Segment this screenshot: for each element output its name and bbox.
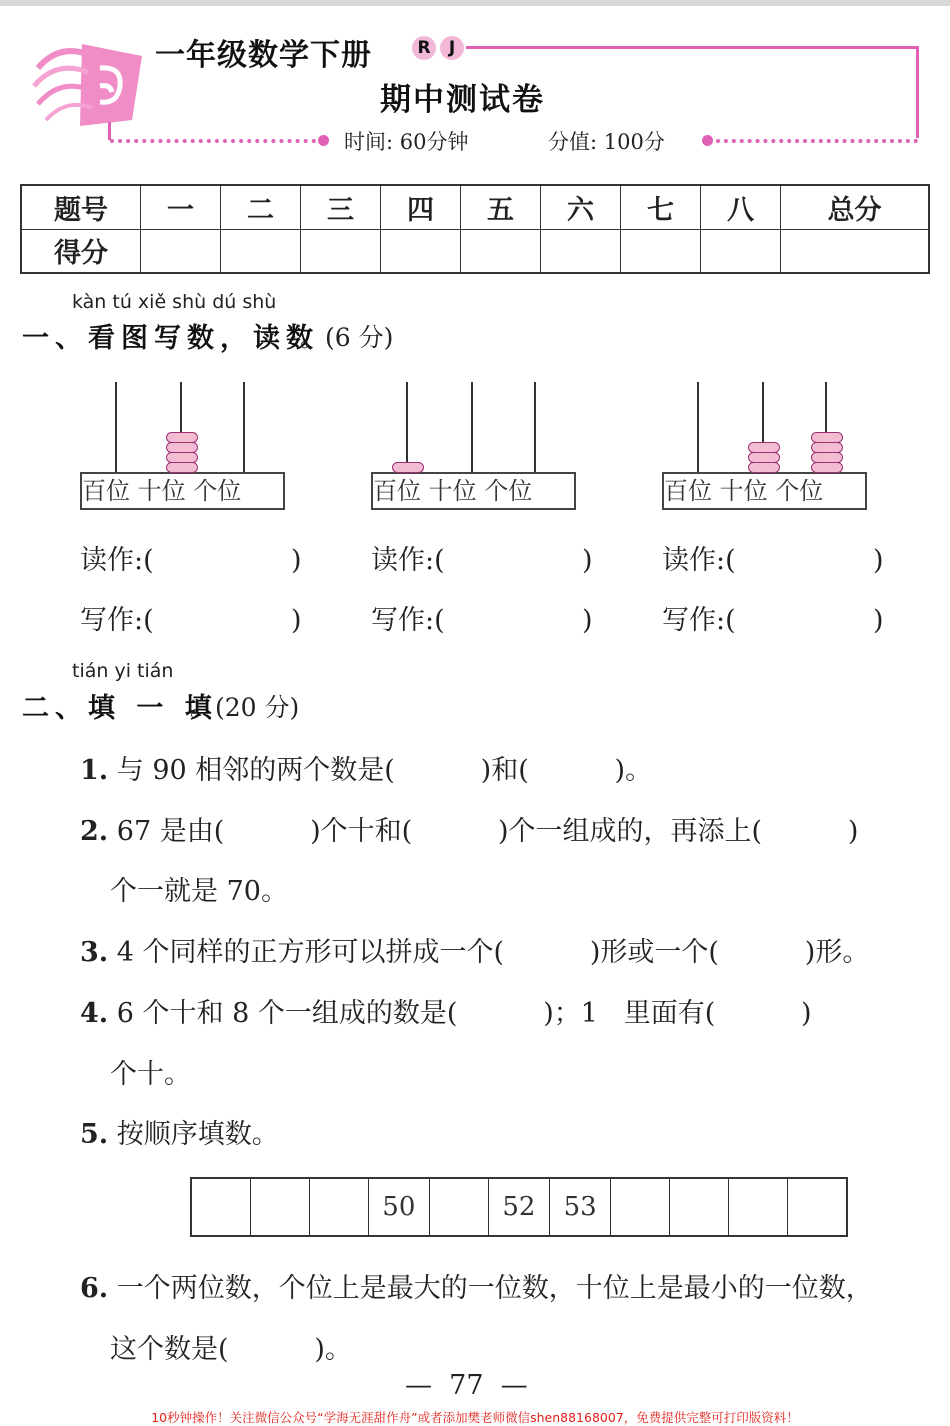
dot-marker-left bbox=[318, 135, 329, 146]
abacus-bead-tens bbox=[748, 462, 780, 473]
question-6-cont[interactable]: 这个数是( )。 bbox=[110, 1334, 352, 1365]
abacus-rod-ones bbox=[534, 382, 536, 473]
question-2: 2. 67 是由( )个十和( )个一组成的，再添上( ) bbox=[80, 816, 859, 847]
question-2-cont: 个一就是 70。 bbox=[110, 876, 288, 907]
score-header-cell: 三 bbox=[301, 185, 381, 229]
score-header-cell: 题号 bbox=[21, 185, 141, 229]
sequence-cell[interactable] bbox=[670, 1178, 729, 1236]
book-title: 一年级数学下册 bbox=[155, 38, 372, 73]
question-4-cont: 个十。 bbox=[110, 1059, 191, 1090]
abacus-place-labels: 百位 十位 个位 bbox=[662, 472, 867, 510]
abacus-rod-hundreds bbox=[115, 382, 117, 473]
abacus-bead-ones bbox=[811, 452, 843, 463]
sequence-cell[interactable] bbox=[729, 1178, 788, 1236]
write-as-3[interactable]: 写作:( ) bbox=[662, 605, 884, 636]
score-cell[interactable] bbox=[781, 229, 930, 273]
abacus-rod-tens bbox=[471, 382, 473, 473]
dotted-line-left bbox=[110, 139, 316, 143]
abacus-rod-hundreds bbox=[406, 382, 408, 473]
section2-score: 。(20 分) bbox=[190, 693, 300, 722]
time-label: 时间: 60分钟 bbox=[344, 130, 469, 154]
score-header-cell: 一 bbox=[141, 185, 221, 229]
score-header-cell: 总分 bbox=[781, 185, 930, 229]
score-row-label: 得分 bbox=[21, 229, 141, 273]
abacus-1 bbox=[80, 382, 285, 512]
dotted-line-right bbox=[716, 139, 918, 143]
abacus-bead-tens bbox=[166, 462, 198, 473]
sequence-cell: 50 bbox=[368, 1178, 429, 1236]
abacus-rod-ones bbox=[243, 382, 245, 473]
score-header-cell: 五 bbox=[461, 185, 541, 229]
abacus-bead-tens bbox=[166, 452, 198, 463]
abacus-bead-ones bbox=[811, 432, 843, 443]
score-header-cell: 六 bbox=[541, 185, 621, 229]
question-3-text[interactable]: 4 个同样的正方形可以拼成一个( )形或一个( )形。 bbox=[116, 937, 870, 968]
abacus-2 bbox=[371, 382, 576, 512]
abacus-bead-tens bbox=[166, 432, 198, 443]
score-total-label: 分值: 100分 bbox=[548, 130, 665, 154]
abacus-bead-ones bbox=[811, 442, 843, 453]
abacus-place-labels: 百位 十位 个位 bbox=[80, 472, 285, 510]
pink-spiral-logo-icon bbox=[30, 38, 145, 130]
footer-promo-text: 10秒钟操作！关注微信公众号“学海无涯甜作舟”或者添加樊老师微信shen88168007，免费提供完整可打印版资料！ bbox=[151, 1410, 799, 1425]
sequence-cell: 52 bbox=[488, 1178, 549, 1236]
question-4: 4. 6 个十和 8 个一组成的数是( )；1 里面有( ) bbox=[80, 998, 812, 1029]
abacus-bead-tens bbox=[748, 442, 780, 453]
sequence-cell[interactable] bbox=[611, 1178, 670, 1236]
score-cell[interactable] bbox=[301, 229, 381, 273]
score-table bbox=[20, 184, 930, 274]
score-cell[interactable] bbox=[701, 229, 781, 273]
score-header-cell: 四 bbox=[381, 185, 461, 229]
read-as-3[interactable]: 读作:( ) bbox=[662, 545, 884, 576]
abacus-bead-tens bbox=[166, 442, 198, 453]
badge-r: R bbox=[412, 36, 436, 60]
score-header-cell: 八 bbox=[701, 185, 781, 229]
question-5: 5. 按顺序填数。 bbox=[80, 1119, 279, 1150]
exam-title: 期中测试卷 bbox=[380, 82, 545, 118]
dot-marker-right bbox=[702, 135, 713, 146]
score-header-cell: 二 bbox=[221, 185, 301, 229]
write-as-1[interactable]: 写作:( ) bbox=[80, 605, 302, 636]
sequence-cell[interactable] bbox=[309, 1178, 368, 1236]
question-1: 1. 与 90 相邻的两个数是( )和( )。 bbox=[80, 755, 653, 786]
question-4-text[interactable]: 6 个十和 8 个一组成的数是( )；1 里面有( ) bbox=[116, 998, 812, 1029]
sequence-cell[interactable] bbox=[191, 1178, 250, 1236]
top-border bbox=[0, 0, 950, 6]
score-cell[interactable] bbox=[461, 229, 541, 273]
number-sequence-table bbox=[190, 1177, 848, 1237]
score-cell[interactable] bbox=[541, 229, 621, 273]
frame-top-line bbox=[466, 46, 919, 49]
score-cell[interactable] bbox=[141, 229, 221, 273]
score-header-cell: 七 bbox=[621, 185, 701, 229]
page-number: — 77 — bbox=[405, 1370, 528, 1401]
section1-score: 。(6 分) bbox=[300, 323, 394, 352]
sequence-cell[interactable] bbox=[787, 1178, 847, 1236]
sequence-cell[interactable] bbox=[429, 1178, 488, 1236]
question-1-text[interactable]: 与 90 相邻的两个数是( )和( )。 bbox=[116, 755, 653, 786]
score-cell[interactable] bbox=[221, 229, 301, 273]
section1-pinyin: kàn tú xiě shù dú shù bbox=[72, 291, 277, 313]
section2-title: 二、填 一 填 bbox=[22, 693, 218, 724]
read-as-2[interactable]: 读作:( ) bbox=[371, 545, 593, 576]
question-6: 6. 一个两位数，个位上是最大的一位数，十位上是最小的一位数， bbox=[80, 1273, 873, 1304]
abacus-3 bbox=[662, 382, 867, 512]
abacus-bead-ones bbox=[811, 462, 843, 473]
abacus-bead-tens bbox=[748, 452, 780, 463]
question-3: 3. 4 个同样的正方形可以拼成一个( )形或一个( )形。 bbox=[80, 937, 870, 968]
frame-right-line bbox=[916, 46, 919, 138]
frame-left-tick bbox=[108, 122, 111, 140]
score-cell[interactable] bbox=[621, 229, 701, 273]
score-cell[interactable] bbox=[381, 229, 461, 273]
badge-j: J bbox=[440, 36, 464, 60]
question-5-text: 按顺序填数。 bbox=[116, 1119, 279, 1150]
abacus-place-labels: 百位 十位 个位 bbox=[371, 472, 576, 510]
abacus-bead-hundreds bbox=[392, 462, 424, 473]
question-6-text: 一个两位数，个位上是最大的一位数，十位上是最小的一位数， bbox=[116, 1273, 873, 1304]
question-2-text[interactable]: 67 是由( )个十和( )个一组成的，再添上( ) bbox=[116, 816, 859, 847]
section1-title: 一、看图写数，读数 bbox=[22, 323, 319, 354]
sequence-cell: 53 bbox=[550, 1178, 611, 1236]
section2-pinyin: tián yi tián bbox=[72, 660, 174, 682]
abacus-rod-hundreds bbox=[697, 382, 699, 473]
read-as-1[interactable]: 读作:( ) bbox=[80, 545, 302, 576]
sequence-cell[interactable] bbox=[250, 1178, 309, 1236]
write-as-2[interactable]: 写作:( ) bbox=[371, 605, 593, 636]
